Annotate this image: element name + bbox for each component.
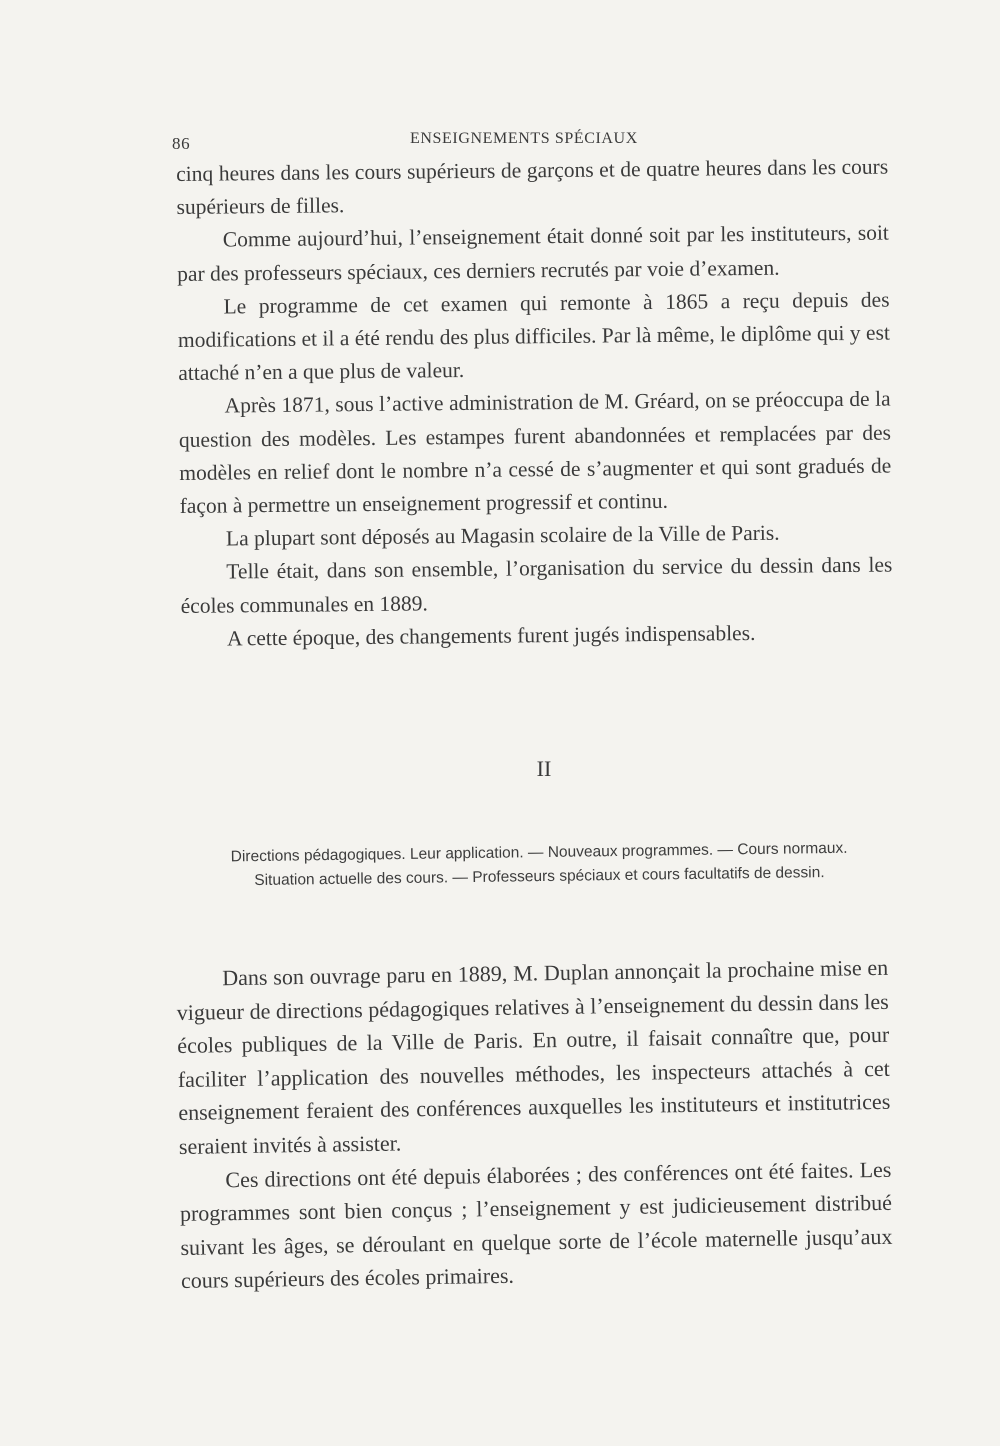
paragraph: Après 1871, sous l’active administration de M. Gréard, on se préoccupa de la question des modèles. Les estampes furent abandonnées et remplacées par des modèles en relief dont le nombre n’a cessé de s’augmenter et qui sont gradués de façon à permettre un enseignement progressif et continu.: [178, 386, 892, 519]
paragraph: La plupart sont déposés au Magasin scolaire de la Ville de Paris.: [225, 520, 780, 551]
section-2-text: [176, 951, 893, 1298]
paragraph: Dans son ouvrage paru en 1889, M. Duplan annonçait la prochaine mise en vigueur de directions pédagogiques relatives à l’enseignement du dessin dans les écoles publiques de la Ville de Paris. En outre, il faisait connaître que, pour faciliter l’application des nouvelles méthodes, les inspecteurs attachés à cet enseignement feraient des conférences auxquelles les instituteurs et institutrices seraient invités à assister.: [176, 954, 891, 1159]
running-title: ENSEIGNEMENTS SPÉCIAUX: [410, 130, 638, 147]
section-subtitle: [186, 836, 893, 894]
paragraph: Comme aujourd’hui, l’enseignement était donné soit par les instituteurs, soit par des professeurs spéciaux, ces derniers recrutés par voie d’examen.: [177, 220, 889, 286]
subtitle-line: Directions pédagogiques. Leur application. — Nouveaux programmes. — Cours normaux.: [230, 839, 848, 866]
paragraph: A cette époque, des changements furent jugés indispensables.: [226, 620, 756, 651]
section-number: II: [536, 756, 552, 781]
section-1-text: [176, 151, 893, 656]
paragraph: Le programme de cet examen qui remonte à 1865 a reçu depuis des modifications et il a été rendu des plus difficiles. Par là même, le diplôme qui y est attaché n’en a que plus de valeur.: [177, 287, 890, 386]
paragraph: Telle était, dans son ensemble, l’organisation du service du dessin dans les écoles communales en 1889.: [180, 552, 893, 618]
subtitle-line: Situation actuelle des cours. — Professeurs spéciaux et cours facultatifs de dessin.: [254, 864, 825, 890]
paragraph: Ces directions ont été depuis élaborées ; des conférences ont été faites. Les programmes sont bien conçus ; l’enseignement y est judicieusement distribué suivant les âges, se déroulant en quelque sorte de l’école maternelle jusqu’aux cours supérieurs des écoles primaires.: [179, 1156, 893, 1294]
page-number: 86: [172, 134, 191, 153]
paragraph: cinq heures dans les cours supérieurs de garçons et de quatre heures dans les cours supérieurs de filles.: [176, 154, 889, 220]
running-head: [172, 128, 884, 154]
